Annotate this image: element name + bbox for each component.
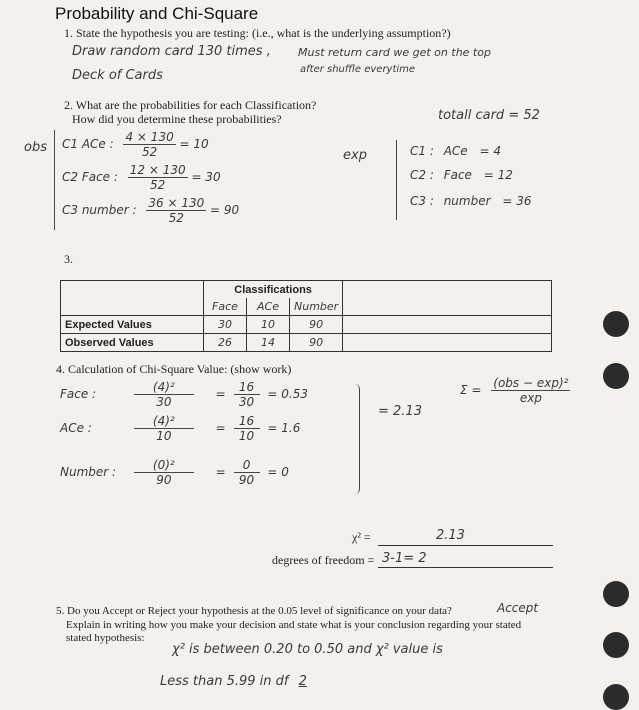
fraction-denominator: 52 xyxy=(168,211,184,225)
obs-brace xyxy=(54,130,55,230)
exp-item-label: C3 : xyxy=(410,194,434,208)
table-cell: 90 xyxy=(290,334,343,352)
q4-prompt: 4. Calculation of Chi-Square Value: (show work) xyxy=(56,362,292,376)
chi-square-value: 2.13 xyxy=(436,528,465,543)
q1-prompt: 1. State the hypothesis you are testing: (i.e., what is the underlying assumption?) xyxy=(64,26,451,40)
q5-prompt-line3: stated hypothesis: xyxy=(66,632,145,644)
fraction-numerator: 16 xyxy=(234,414,260,429)
q3-number: 3. xyxy=(64,252,73,266)
table-row xyxy=(61,316,552,334)
df-label: degrees of freedom = xyxy=(272,553,375,567)
fraction-denominator: 10 xyxy=(238,429,255,443)
chi-row-number: Number : $\frac{\text{(0)²}}{90}$ = $\frac{0}{90}$ = 0 xyxy=(60,458,289,487)
exp-item-number xyxy=(410,194,532,208)
chi-square-label: χ² = xyxy=(352,530,371,544)
obs-item-face xyxy=(62,163,221,192)
obs-item-fraction xyxy=(146,196,206,225)
column-header: Face xyxy=(204,298,247,316)
chi-row-fraction xyxy=(134,458,194,487)
chi-row-face: Face : $\frac{\text{(4)²}}{30}$ = $\frac{16}{30}$ = 0.53 xyxy=(60,380,308,409)
fraction-denominator: 52 xyxy=(150,178,166,192)
q5-explain-text: Less than 5.99 in df xyxy=(160,674,289,689)
exp-label: exp xyxy=(343,148,367,163)
chi-row-mid-fraction xyxy=(234,414,260,443)
exp-item-label: C2 : xyxy=(410,168,434,182)
exp-item-face xyxy=(410,168,513,182)
table-row xyxy=(61,281,552,299)
formula-fraction xyxy=(491,376,570,405)
exp-item-name: ACe xyxy=(443,144,468,158)
q2-prompt-line2: How did you determine these probabilities? xyxy=(72,112,282,126)
table-blank-cell xyxy=(343,298,552,316)
exp-item-value: = 4 xyxy=(479,144,502,158)
chi-row-mid-fraction xyxy=(234,380,260,409)
exp-brace xyxy=(396,140,397,220)
chi-row-result: = 0.53 xyxy=(267,387,308,401)
q1-answer-line2a: Deck of Cards xyxy=(72,68,163,83)
table-header-classifications: Classifications xyxy=(204,281,343,299)
obs-item-result: = 90 xyxy=(210,203,240,217)
q5-explain-line1: χ² is between 0.20 to 0.50 and χ² value is xyxy=(172,642,443,657)
sum-brace xyxy=(355,384,360,494)
fraction-numerator: 4 × 130 xyxy=(125,130,174,144)
obs-item-fraction xyxy=(128,163,188,192)
chi-row-ace: ACe : $\frac{\text{(4)²}}{10}$ = $\frac{16}{10}$ = 1.6 xyxy=(60,414,301,443)
fraction-numerator: 16 xyxy=(234,380,260,395)
fraction-numerator: 36 × 130 xyxy=(148,196,205,210)
obs-item-result: = 30 xyxy=(191,170,221,184)
chi-square-line xyxy=(378,545,553,546)
fraction-denominator: 10 xyxy=(156,429,172,443)
q1-answer-line2b: after shuffle everytime xyxy=(300,64,416,75)
fraction-denominator: 90 xyxy=(156,473,172,487)
table-blank-cell xyxy=(343,334,552,352)
table-row xyxy=(61,298,552,316)
exp-item-value: = 36 xyxy=(502,194,532,208)
q5-prompt-line2: Explain in writing how you make your decision and state what is your conclusion regarding your stated xyxy=(66,619,522,631)
chi-row-label: Number : xyxy=(60,465,117,479)
chi-row-result: = 0 xyxy=(267,465,289,479)
chi-row-fraction xyxy=(134,414,194,443)
fraction-denominator: exp xyxy=(519,391,542,405)
chi-row-label: ACe : xyxy=(60,421,92,435)
chi-row-fraction xyxy=(134,380,194,409)
fraction-denominator: 30 xyxy=(238,395,255,409)
df-value: 3-1= 2 xyxy=(382,551,427,566)
column-header: ACe xyxy=(247,298,290,316)
table-blank-cell xyxy=(343,316,552,334)
table-corner-cell xyxy=(61,281,204,299)
table-blank-cell xyxy=(343,281,552,299)
bullet-dot xyxy=(603,311,629,337)
chi-row-mid-fraction xyxy=(234,458,260,487)
chi-formula xyxy=(460,376,570,405)
q2-prompt-line1: 2. What are the probabilities for each Classification? xyxy=(64,98,317,112)
column-header: Number xyxy=(290,298,343,316)
q1-answer-line1b: Must return card we get on the top xyxy=(298,46,491,59)
fraction-numerator: (obs − exp)² xyxy=(493,376,569,390)
fraction-numerator: 0 xyxy=(234,458,260,473)
q5-prompt-line1: 5. Do you Accept or Reject your hypothesis at the 0.05 level of significance on your data? xyxy=(56,605,452,617)
exp-item-name: Face xyxy=(443,168,472,182)
bullet-dot xyxy=(603,684,629,710)
table-cell: 14 xyxy=(247,334,290,352)
table-cell: 10 xyxy=(247,316,290,334)
table-cell: 30 xyxy=(204,316,247,334)
exp-item-ace xyxy=(410,144,501,158)
classification-table xyxy=(60,280,552,352)
obs-item-fraction xyxy=(123,130,175,159)
obs-item-ace xyxy=(62,130,209,159)
q5-explain-df: 2 xyxy=(298,674,307,689)
obs-item-result: = 10 xyxy=(179,137,209,151)
obs-item-number xyxy=(62,196,239,225)
bullet-dot xyxy=(603,363,629,389)
obs-label: obs xyxy=(24,140,47,155)
q5-explain-line2 xyxy=(160,674,307,689)
fraction-numerator: 12 × 130 xyxy=(129,163,186,177)
total-card-note: totall card = 52 xyxy=(438,108,540,123)
fraction-numerator: (0)² xyxy=(134,458,194,473)
q1-answer-line1a: Draw random card 130 times , xyxy=(72,44,271,59)
chi-sum: = 2.13 xyxy=(378,404,422,419)
obs-item-label: C3 number : xyxy=(62,203,137,217)
chi-row-result: = 1.6 xyxy=(267,421,301,435)
bullet-dot xyxy=(603,581,629,607)
classification-table-wrap xyxy=(60,280,552,352)
fraction-numerator: (4)² xyxy=(134,380,194,395)
exp-item-name: number xyxy=(443,194,491,208)
fraction-denominator: 30 xyxy=(156,395,172,409)
exp-item-value: = 12 xyxy=(483,168,513,182)
table-cell: 90 xyxy=(290,316,343,334)
bullet-dot xyxy=(603,632,629,658)
table-cell: 26 xyxy=(204,334,247,352)
page-title: Probability and Chi-Square xyxy=(55,4,259,23)
obs-item-label: C2 Face : xyxy=(62,170,118,184)
fraction-denominator: 52 xyxy=(141,145,158,159)
exp-item-label: C1 : xyxy=(410,144,434,158)
row-label: Expected Values xyxy=(61,316,204,334)
obs-item-label: C1 ACe : xyxy=(62,137,114,151)
chi-row-label: Face : xyxy=(60,387,97,401)
table-row xyxy=(61,334,552,352)
fraction-numerator: (4)² xyxy=(134,414,194,429)
q5-answer: Accept xyxy=(497,601,539,615)
table-corner-cell xyxy=(61,298,204,316)
df-line xyxy=(378,567,553,568)
row-label: Observed Values xyxy=(61,334,204,352)
formula-prefix: Σ = xyxy=(460,383,482,397)
fraction-denominator: 90 xyxy=(238,473,255,487)
